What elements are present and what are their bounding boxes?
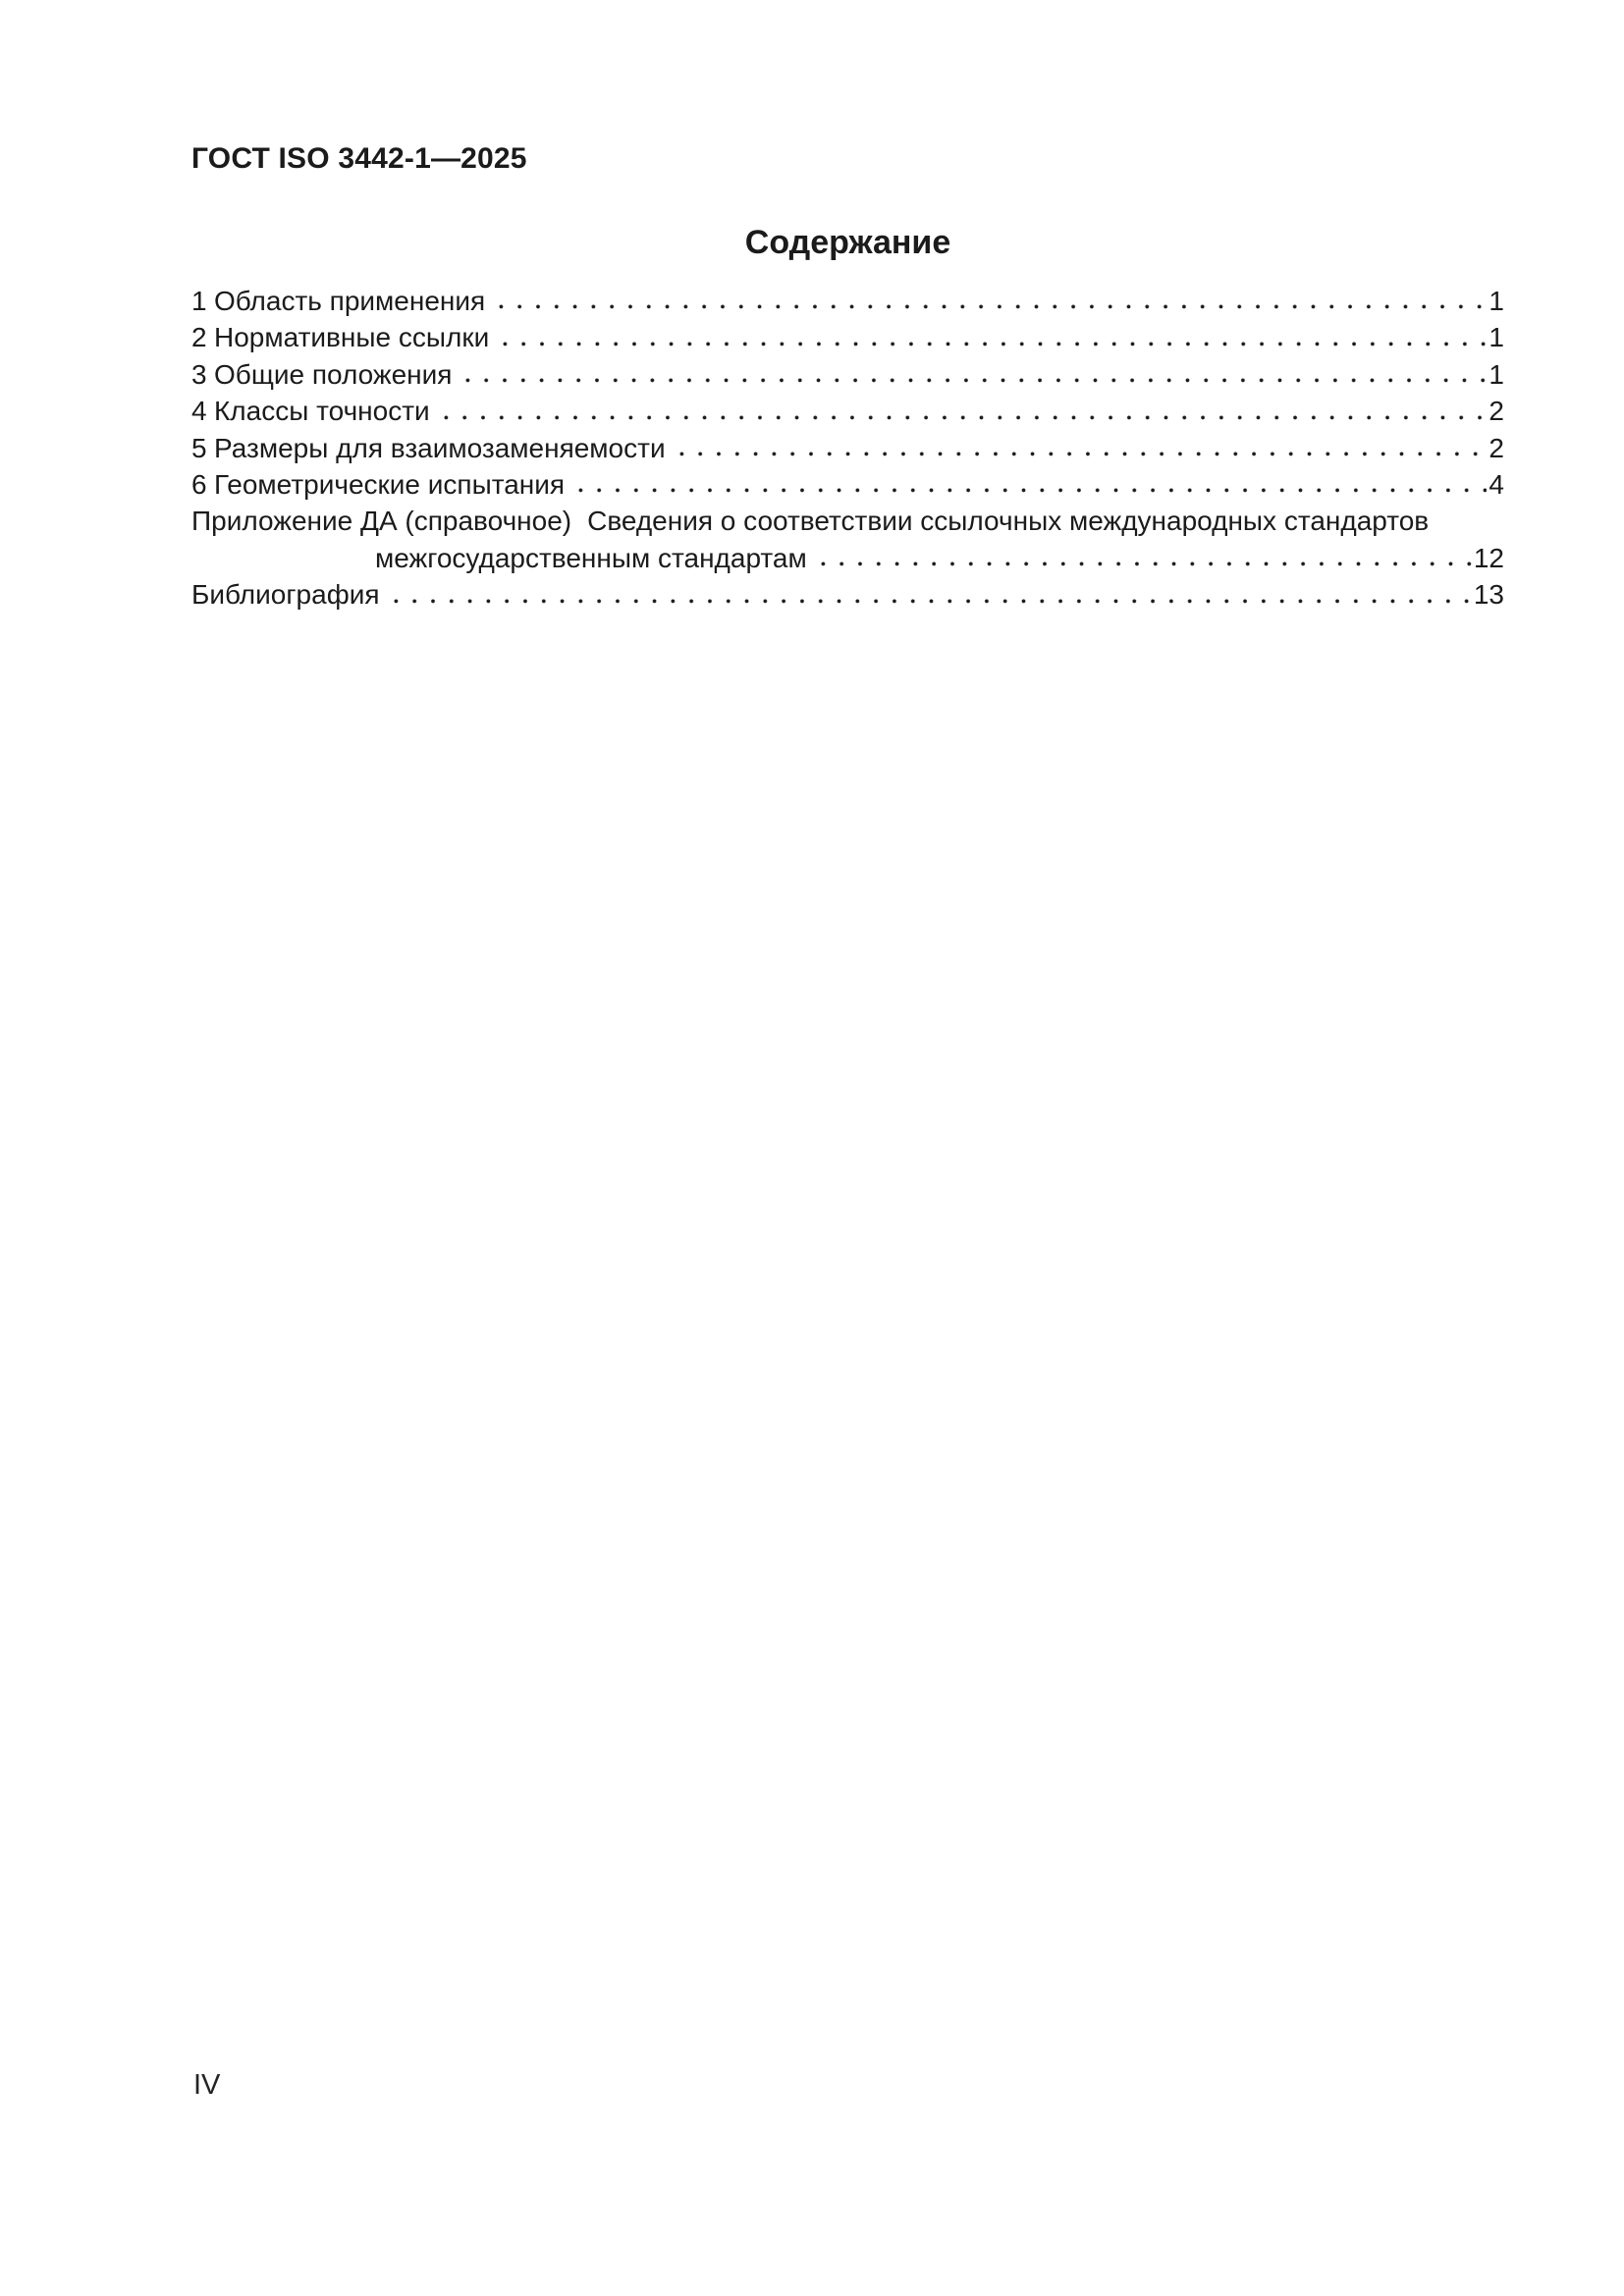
bibliography-label: Библиография — [191, 579, 380, 611]
toc-entry-number: 6 — [191, 469, 207, 501]
dot-leader — [387, 599, 1472, 604]
toc-entry-page: 1 — [1489, 322, 1504, 353]
toc-entry-label: Геометрические испытания — [214, 469, 566, 501]
toc-entry — [191, 430, 1504, 466]
toc-entry — [191, 393, 1504, 429]
dot-leader — [814, 561, 1472, 566]
toc-entry-page: 1 — [1489, 358, 1504, 390]
dot-leader — [492, 304, 1487, 309]
toc-entry — [191, 466, 1504, 503]
appendix-title-continuation: межгосударственным стандартам — [375, 542, 807, 573]
dot-leader — [673, 452, 1488, 456]
dot-leader — [496, 342, 1487, 347]
toc-entry-number: 2 — [191, 322, 207, 353]
toc-entry-page: 4 — [1489, 469, 1504, 501]
standard-designation: ГОСТ ISO 3442-1—2025 — [191, 142, 527, 175]
toc-entry-label: Классы точности — [214, 396, 430, 427]
table-of-contents — [191, 283, 1504, 614]
toc-entry-label: Общие положения — [214, 358, 453, 390]
toc-entry-page: 2 — [1489, 432, 1504, 463]
toc-entry-number: 4 — [191, 396, 207, 427]
toc-entry — [191, 356, 1504, 393]
folio-page-number: IV — [193, 2069, 221, 2101]
toc-entry — [191, 319, 1504, 355]
appendix-title: Сведения о соответствии ссылочных международных стандартов — [587, 506, 1430, 537]
toc-entry-number: 5 — [191, 432, 207, 463]
toc-entry-label: Область применения — [214, 286, 486, 316]
toc-appendix-entry-line2 — [191, 540, 1504, 576]
toc-entry-number: 1 — [191, 286, 207, 316]
appendix-label: Приложение ДА (справочное) — [191, 506, 572, 537]
dot-leader — [459, 378, 1487, 383]
toc-appendix-entry-line1 — [191, 503, 1504, 539]
toc-entry-page: 12 — [1473, 542, 1504, 573]
toc-entry-label: Нормативные ссылки — [214, 322, 490, 353]
toc-entry-number: 3 — [191, 358, 207, 390]
toc-bibliography-entry — [191, 576, 1504, 613]
toc-entry — [191, 283, 1504, 319]
page-title: Содержание — [744, 224, 951, 261]
dot-leader — [571, 488, 1487, 493]
toc-entry-page: 1 — [1489, 286, 1504, 316]
toc-entry-label: Размеры для взаимозаменяемости — [214, 432, 666, 463]
toc-entry-page: 13 — [1473, 579, 1504, 611]
toc-entry-page: 2 — [1489, 396, 1504, 427]
dot-leader — [437, 415, 1488, 420]
